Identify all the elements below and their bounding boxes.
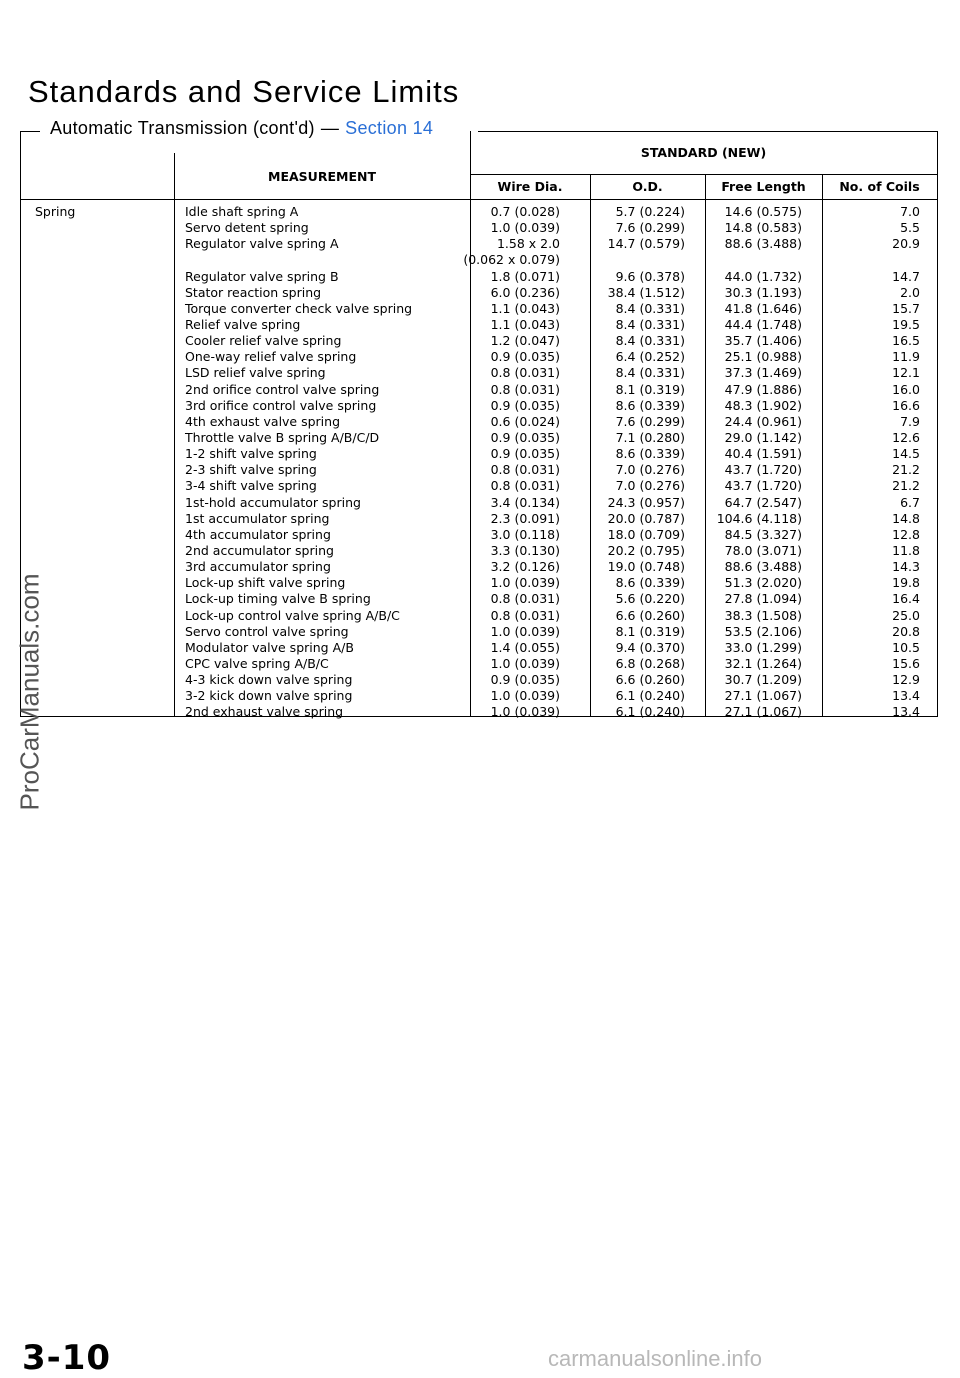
measurement-cell: Regulator valve spring B [185, 268, 339, 284]
od-cell: 6.8 (0.268) [615, 655, 685, 671]
coils-cell: 20.9 [892, 236, 920, 252]
section-link[interactable]: Section 14 [345, 118, 434, 138]
coils-cell: 16.0 [892, 381, 920, 397]
measurement-cell: CPC valve spring A/B/C [185, 655, 329, 671]
od-cell: 8.6 (0.339) [615, 575, 685, 591]
coils-cell: 19.8 [892, 575, 920, 591]
od-cell: 24.3 (0.957) [607, 494, 685, 510]
od-cell: 9.4 (0.370) [615, 639, 685, 655]
wire-dia-cell: 1.58 x 2.0 [496, 236, 560, 252]
page-number: 3-10 [22, 1338, 112, 1378]
coils-cell: 13.4 [892, 688, 920, 704]
measurement-cell: Throttle valve B spring A/B/C/D [185, 429, 380, 445]
measurement-cell: Regulator valve spring A [185, 236, 339, 252]
header-wire-dia: Wire Dia. [497, 179, 563, 194]
coils-cell: 10.5 [892, 639, 920, 655]
od-cell: 8.4 (0.331) [615, 316, 685, 332]
od-cell: 6.6 (0.260) [615, 607, 685, 623]
measurement-cell: Lock-up shift valve spring [185, 575, 346, 591]
coils-cell: 21.2 [892, 462, 920, 478]
od-cell: 9.6 (0.378) [615, 268, 685, 284]
od-cell: 5.6 (0.220) [615, 591, 685, 607]
wire-dia-cell: 1.1 (0.043) [490, 316, 560, 332]
od-cell: 6.1 (0.240) [615, 704, 685, 720]
wire-dia-cell: 1.8 (0.071) [490, 268, 560, 284]
wire-dia-cell: 1.4 (0.055) [490, 639, 560, 655]
od-cell: 19.0 (0.748) [607, 559, 685, 575]
od-cell: 20.0 (0.787) [607, 510, 685, 526]
coils-cell: 14.7 [892, 268, 920, 284]
coils-cell [892, 252, 920, 268]
free-length-cell: 88.6 (3.488) [724, 236, 802, 252]
free-length-cell: 32.1 (1.264) [724, 655, 802, 671]
coils-cell: 16.6 [892, 397, 920, 413]
divider-category-measurement [174, 153, 175, 717]
free-length-cell: 43.7 (1.720) [724, 462, 802, 478]
coils-cell: 19.5 [892, 316, 920, 332]
wire-dia-cell: 3.4 (0.134) [490, 494, 560, 510]
free-length-cell: 41.8 (1.646) [724, 300, 802, 316]
measurement-cell: Servo detent spring [185, 220, 309, 236]
od-cell: 14.7 (0.579) [607, 236, 685, 252]
od-cell: 8.6 (0.339) [615, 397, 685, 413]
free-length-cell: 48.3 (1.902) [724, 397, 802, 413]
wire-dia-cell: 1.1 (0.043) [490, 300, 560, 316]
header-free-length: Free Length [721, 179, 806, 194]
coils-cell: 12.8 [892, 526, 920, 542]
wire-dia-column [463, 204, 560, 721]
wire-dia-cell: 1.2 (0.047) [490, 333, 560, 349]
wire-dia-cell: 1.0 (0.039) [490, 575, 560, 591]
measurement-cell: Relief valve spring [185, 316, 301, 332]
coils-cell: 12.9 [892, 672, 920, 688]
free-length-column [717, 204, 802, 721]
measurement-cell: 1st accumulator spring [185, 510, 330, 526]
free-length-cell: 14.6 (0.575) [724, 204, 802, 219]
od-cell [608, 252, 685, 268]
wire-dia-cell: 1.0 (0.039) [490, 688, 560, 704]
coils-cell: 7.9 [900, 413, 920, 429]
od-cell: 7.6 (0.299) [615, 413, 685, 429]
free-length-cell: 14.8 (0.583) [724, 220, 802, 236]
measurement-cell: Lock-up timing valve B spring [185, 591, 371, 607]
measurement-cell: Torque converter check valve spring [185, 300, 413, 316]
wire-dia-cell: 1.0 (0.039) [490, 220, 560, 236]
category-label: Spring [35, 204, 76, 219]
od-cell: 7.1 (0.280) [615, 429, 685, 445]
free-length-cell: 78.0 (3.071) [724, 542, 802, 558]
free-length-cell: 84.5 (3.327) [724, 526, 802, 542]
coils-cell: 20.8 [892, 623, 920, 639]
measurement-cell: 4-3 kick down valve spring [185, 672, 353, 688]
subtitle-dash: — [320, 118, 340, 138]
measurement-cell: 1-2 shift valve spring [185, 446, 317, 462]
measurement-cell: 3rd accumulator spring [185, 559, 331, 575]
free-length-cell: 25.1 (0.988) [724, 349, 802, 365]
measurement-cell: 2nd exhaust valve spring [185, 704, 344, 720]
wire-dia-cell: (0.062 x 0.079) [463, 252, 560, 268]
od-cell: 5.7 (0.224) [615, 204, 685, 219]
free-length-cell: 27.1 (1.067) [724, 704, 802, 720]
coils-cell: 15.7 [892, 300, 920, 316]
subtitle-text: Automatic Transmission (cont'd) [50, 118, 315, 138]
wire-dia-cell: 0.6 (0.024) [490, 413, 560, 429]
free-length-cell: 33.0 (1.299) [724, 639, 802, 655]
header-od: O.D. [632, 179, 663, 194]
coils-cell: 21.2 [892, 478, 920, 494]
measurement-cell: 3-4 shift valve spring [185, 478, 317, 494]
free-length-cell: 44.0 (1.732) [724, 268, 802, 284]
coils-cell: 25.0 [892, 607, 920, 623]
od-cell: 20.2 (0.795) [607, 542, 685, 558]
wire-dia-cell: 1.0 (0.039) [490, 704, 560, 720]
free-length-cell: 88.6 (3.488) [724, 559, 802, 575]
coils-cell: 7.0 [900, 204, 920, 219]
coils-cell: 11.8 [892, 542, 920, 558]
coils-cell: 5.5 [900, 220, 920, 236]
measurement-cell: LSD relief valve spring [185, 365, 326, 381]
measurement-column [185, 204, 412, 721]
divider-standard-subheader [470, 174, 937, 175]
free-length-cell: 51.3 (2.020) [724, 575, 802, 591]
measurement-cell: 2nd accumulator spring [185, 542, 334, 558]
header-coils: No. of Coils [839, 179, 920, 194]
coils-cell: 12.6 [892, 429, 920, 445]
coils-cell: 13.4 [892, 704, 920, 720]
free-length-cell: 27.1 (1.067) [724, 688, 802, 704]
divider-header-body [21, 199, 937, 200]
wire-dia-cell: 0.8 (0.031) [490, 591, 560, 607]
coils-cell: 14.5 [892, 446, 920, 462]
measurement-cell: Idle shaft spring A [185, 204, 299, 219]
od-cell: 8.4 (0.331) [615, 333, 685, 349]
measurement-cell: 3rd orifice control valve spring [185, 397, 377, 413]
free-length-cell: 37.3 (1.469) [724, 365, 802, 381]
measurement-cell: 4th accumulator spring [185, 526, 331, 542]
wire-dia-cell: 3.2 (0.126) [490, 559, 560, 575]
divider-wiredia-od [590, 174, 591, 717]
wire-dia-cell: 3.0 (0.118) [490, 526, 560, 542]
wire-dia-cell: 0.9 (0.035) [490, 397, 560, 413]
category-cell [35, 204, 75, 220]
measurement-cell: 2nd orifice control valve spring [185, 381, 380, 397]
measurement-cell: Lock-up control valve spring A/B/C [185, 607, 400, 623]
measurement-cell: Modulator valve spring A/B [185, 639, 354, 655]
divider-od-freelength [705, 174, 706, 717]
free-length-cell: 43.7 (1.720) [724, 478, 802, 494]
od-cell: 7.0 (0.276) [615, 478, 685, 494]
coils-cell: 15.6 [892, 655, 920, 671]
free-length-cell: 30.7 (1.209) [724, 672, 802, 688]
coils-cell: 6.7 [900, 494, 920, 510]
free-length-cell: 35.7 (1.406) [724, 333, 802, 349]
od-column [608, 204, 685, 721]
free-length-cell: 44.4 (1.748) [724, 316, 802, 332]
od-cell: 8.6 (0.339) [615, 446, 685, 462]
od-cell: 8.1 (0.319) [615, 623, 685, 639]
wire-dia-cell: 0.9 (0.035) [490, 446, 560, 462]
measurement-cell: 1st-hold accumulator spring [185, 494, 361, 510]
coils-cell: 2.0 [900, 284, 920, 300]
measurement-cell: Servo control valve spring [185, 623, 349, 639]
coils-cell: 12.1 [892, 365, 920, 381]
od-cell: 6.1 (0.240) [615, 688, 685, 704]
free-length-cell [717, 252, 802, 268]
wire-dia-cell: 2.3 (0.091) [490, 510, 560, 526]
wire-dia-cell: 0.7 (0.028) [490, 204, 560, 219]
free-length-cell: 53.5 (2.106) [724, 623, 802, 639]
coils-column [892, 204, 920, 721]
wire-dia-cell: 3.3 (0.130) [490, 542, 560, 558]
free-length-cell: 24.4 (0.961) [724, 413, 802, 429]
free-length-cell: 38.3 (1.508) [724, 607, 802, 623]
measurement-cell [185, 252, 412, 268]
od-cell: 6.4 (0.252) [615, 349, 685, 365]
od-cell: 7.0 (0.276) [615, 462, 685, 478]
coils-cell: 16.4 [892, 591, 920, 607]
page-title: Standards and Service Limits [28, 74, 460, 109]
od-cell: 8.1 (0.319) [615, 381, 685, 397]
wire-dia-cell: 1.0 (0.039) [490, 623, 560, 639]
od-cell: 7.6 (0.299) [615, 220, 685, 236]
free-length-cell: 30.3 (1.193) [724, 284, 802, 300]
wire-dia-cell: 0.9 (0.035) [490, 672, 560, 688]
od-cell: 18.0 (0.709) [607, 526, 685, 542]
od-cell: 8.4 (0.331) [615, 300, 685, 316]
measurement-cell: 4th exhaust valve spring [185, 413, 341, 429]
wire-dia-cell: 0.8 (0.031) [490, 365, 560, 381]
wire-dia-cell: 0.8 (0.031) [490, 381, 560, 397]
free-length-cell: 27.8 (1.094) [724, 591, 802, 607]
footer-site: carmanualsonline.info [548, 1346, 763, 1371]
wire-dia-cell: 6.0 (0.236) [490, 284, 560, 300]
od-cell: 8.4 (0.331) [615, 365, 685, 381]
wire-dia-cell: 0.9 (0.035) [490, 349, 560, 365]
measurement-cell: 3-2 kick down valve spring [185, 688, 353, 704]
wire-dia-cell: 0.8 (0.031) [490, 478, 560, 494]
header-measurement: MEASUREMENT [268, 169, 376, 184]
coils-cell: 11.9 [892, 349, 920, 365]
measurement-cell: Stator reaction spring [185, 284, 322, 300]
free-length-cell: 64.7 (2.547) [724, 494, 802, 510]
measurement-cell: One-way relief valve spring [185, 349, 357, 365]
coils-cell: 16.5 [892, 333, 920, 349]
measurement-cell: Cooler relief valve spring [185, 333, 342, 349]
od-cell: 38.4 (1.512) [607, 284, 685, 300]
watermark: ProCarManuals.com [14, 573, 45, 811]
free-length-cell: 104.6 (4.118) [716, 510, 802, 526]
wire-dia-cell: 1.0 (0.039) [490, 655, 560, 671]
spec-table [20, 131, 938, 720]
measurement-cell: 2-3 shift valve spring [185, 462, 317, 478]
free-length-cell: 40.4 (1.591) [724, 446, 802, 462]
header-standard-new: STANDARD (NEW) [640, 145, 767, 160]
coils-cell: 14.3 [892, 559, 920, 575]
wire-dia-cell: 0.8 (0.031) [490, 607, 560, 623]
wire-dia-cell: 0.9 (0.035) [490, 429, 560, 445]
coils-cell: 14.8 [892, 510, 920, 526]
od-cell: 6.6 (0.260) [615, 672, 685, 688]
free-length-cell: 29.0 (1.142) [724, 429, 802, 445]
divider-freelength-coils [822, 174, 823, 717]
free-length-cell: 47.9 (1.886) [724, 381, 802, 397]
wire-dia-cell: 0.8 (0.031) [490, 462, 560, 478]
